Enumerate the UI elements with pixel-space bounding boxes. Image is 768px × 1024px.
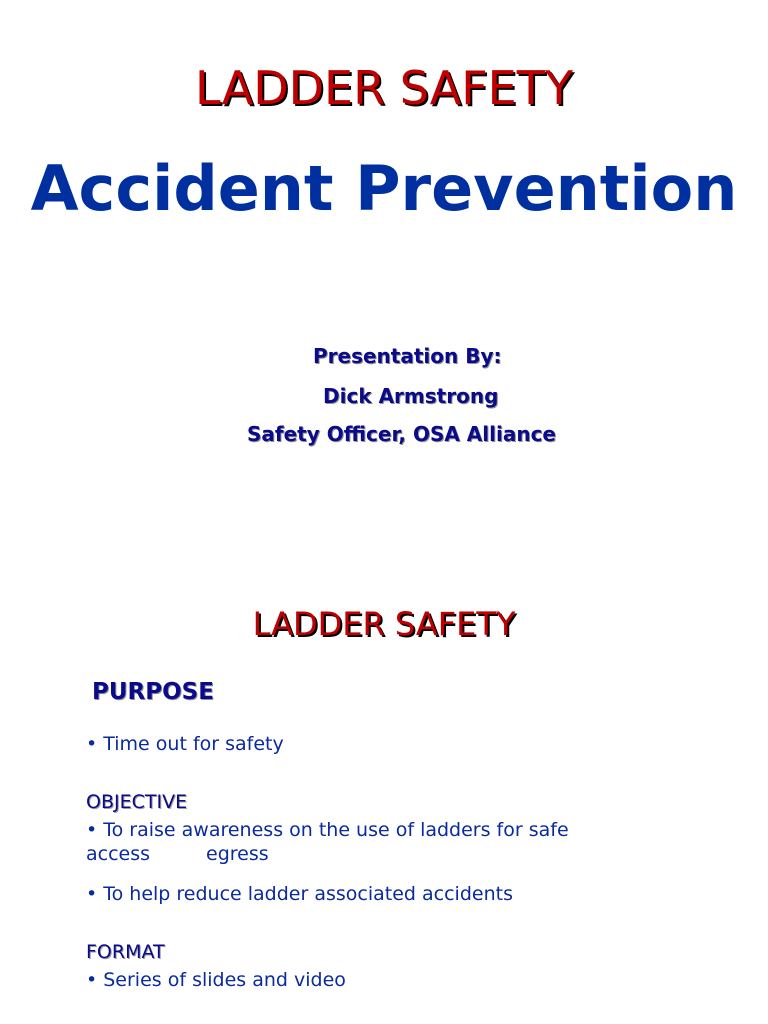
objective-bullet-2: • To help reduce ladder associated accidents — [86, 883, 513, 905]
purpose-heading: PURPOSE — [92, 679, 214, 705]
objective-word-access: access — [86, 843, 151, 865]
slide-1-title: LADDER SAFETY — [195, 61, 573, 115]
format-label: FORMAT — [86, 941, 165, 963]
presenter-role: Safety Officer, OSA Alliance — [247, 422, 556, 446]
slide-1-subtitle: Accident Prevention — [30, 152, 738, 225]
objective-bullet-1-continuation — [86, 842, 269, 866]
presenter-name: Dick Armstrong — [323, 384, 499, 408]
objective-label: OBJECTIVE — [86, 791, 188, 813]
purpose-bullet: • Time out for safety — [86, 733, 284, 755]
objective-word-egress: egress — [206, 843, 269, 865]
slide-2-title: LADDER SAFETY — [252, 605, 516, 643]
objective-bullet-1: • To raise awareness on the use of ladders for safe — [86, 819, 569, 841]
presented-by-label: Presentation By: — [313, 344, 502, 368]
format-bullet: • Series of slides and video — [86, 969, 346, 991]
